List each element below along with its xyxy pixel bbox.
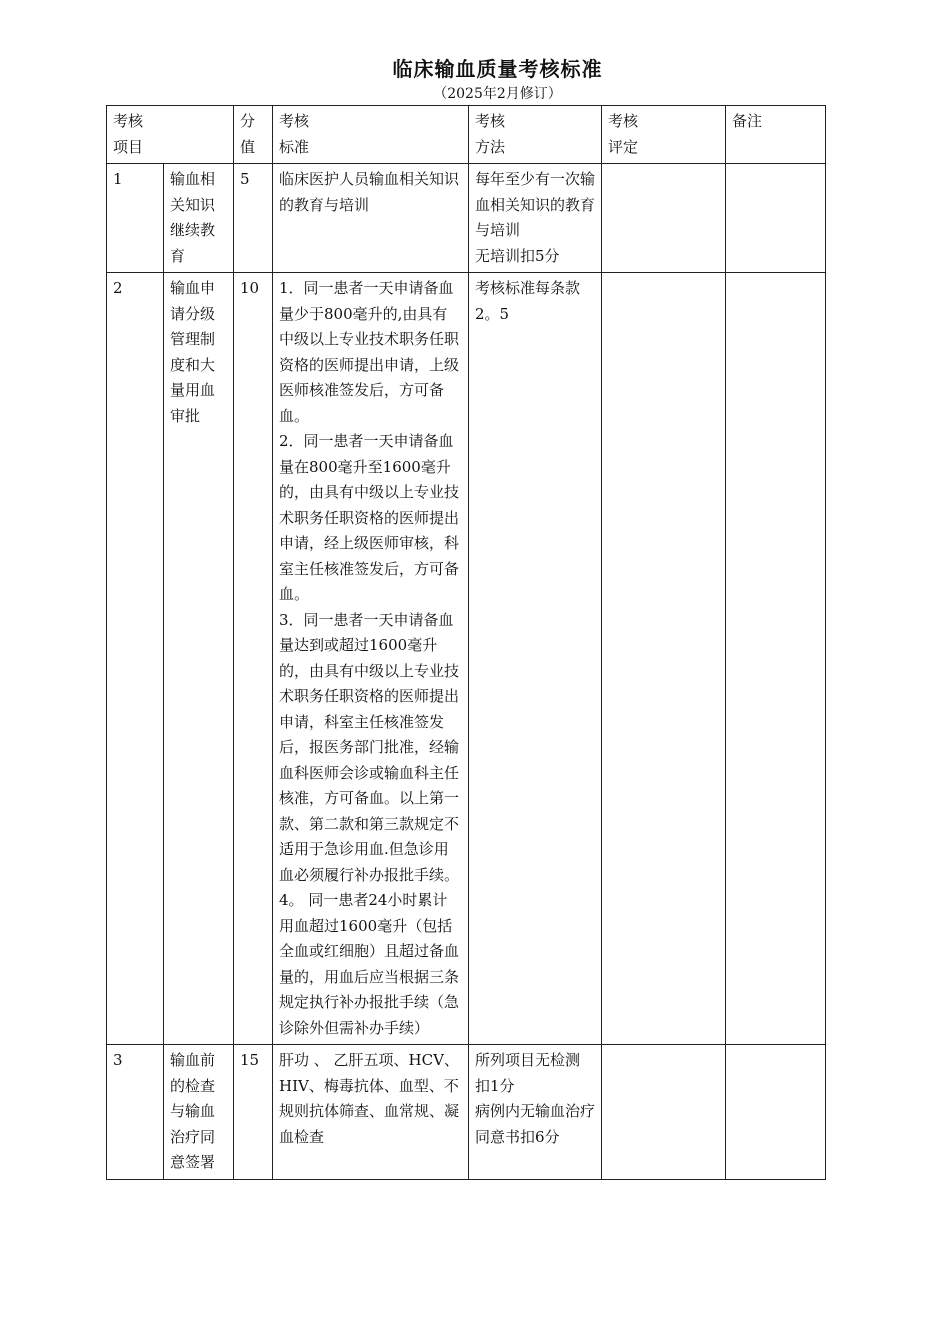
row-item: 输血申请分级管理制度和大量用血审批	[164, 273, 234, 1045]
header-score: 分 值	[234, 106, 273, 164]
row-number: 1	[107, 164, 164, 273]
assessment-table	[106, 105, 826, 1180]
row-score: 15	[234, 1045, 273, 1180]
row-score: 5	[234, 164, 273, 273]
header-method: 考核 方法	[469, 106, 602, 164]
row-remarks	[726, 1045, 826, 1180]
row-method: 考核标准每条款2。5	[469, 273, 602, 1045]
table-row	[107, 273, 826, 1045]
table-row	[107, 164, 826, 273]
row-standard: 肝功 、 乙肝五项、HCV、HIV、梅毒抗体、血型、不规则抗体筛查、血常规、凝血检查	[273, 1045, 469, 1180]
row-standard: 临床医护人员输血相关知识的教育与培训	[273, 164, 469, 273]
header-evaluation: 考核 评定	[602, 106, 726, 164]
row-evaluation	[602, 1045, 726, 1180]
row-method: 所列项目无检测 扣1分 病例内无输血治疗同意书扣6分	[469, 1045, 602, 1180]
row-standard: 1．同一患者一天申请备血量少于800毫升的,由具有中级以上专业技术职务任职资格的医师提出申请，上级医师核准签发后，方可备血。 2．同一患者一天申请备血量在800毫升至1600毫升的，由具有中级以上专业技术职务任职资格的医师提出申请，经上级医师审核，科室主任核准签发后，方可备血。 3．同一患者一天申请备血量达到或超过1600毫升的，由具有中级以上专业技术职务任职资格的医师提出申请，科室主任核准签发后，报医务部门批准，经输血科医师会诊或输血科主任核准，方可备血。以上第一款、第二款和第三款规定不适用于急诊用血.但急诊用血必须履行补办报批手续。4。 同一患者24小时累计用血超过1600毫升（包括全血或红细胞）且超过备血量的，用血后应当根据三条规定执行补办报批手续（急诊除外但需补办手续）	[273, 273, 469, 1045]
row-number: 2	[107, 273, 164, 1045]
row-evaluation	[602, 273, 726, 1045]
table-header-row	[107, 106, 826, 164]
row-evaluation	[602, 164, 726, 273]
row-score: 10	[234, 273, 273, 1045]
header-remarks: 备注	[726, 106, 826, 164]
row-item: 输血相关知识继续教育	[164, 164, 234, 273]
table-row	[107, 1045, 826, 1180]
row-remarks	[726, 273, 826, 1045]
row-number: 3	[107, 1045, 164, 1180]
document-title: 临床输血质量考核标准	[392, 57, 603, 81]
row-remarks	[726, 164, 826, 273]
document-subtitle: （2025年2月修订）	[433, 86, 562, 102]
row-method: 每年至少有一次输血相关知识的教育与培训 无培训扣5分	[469, 164, 602, 273]
row-item: 输血前的检查与输血治疗同意签署	[164, 1045, 234, 1180]
header-standard: 考核 标准	[273, 106, 469, 164]
header-item: 考核 项目	[107, 106, 234, 164]
